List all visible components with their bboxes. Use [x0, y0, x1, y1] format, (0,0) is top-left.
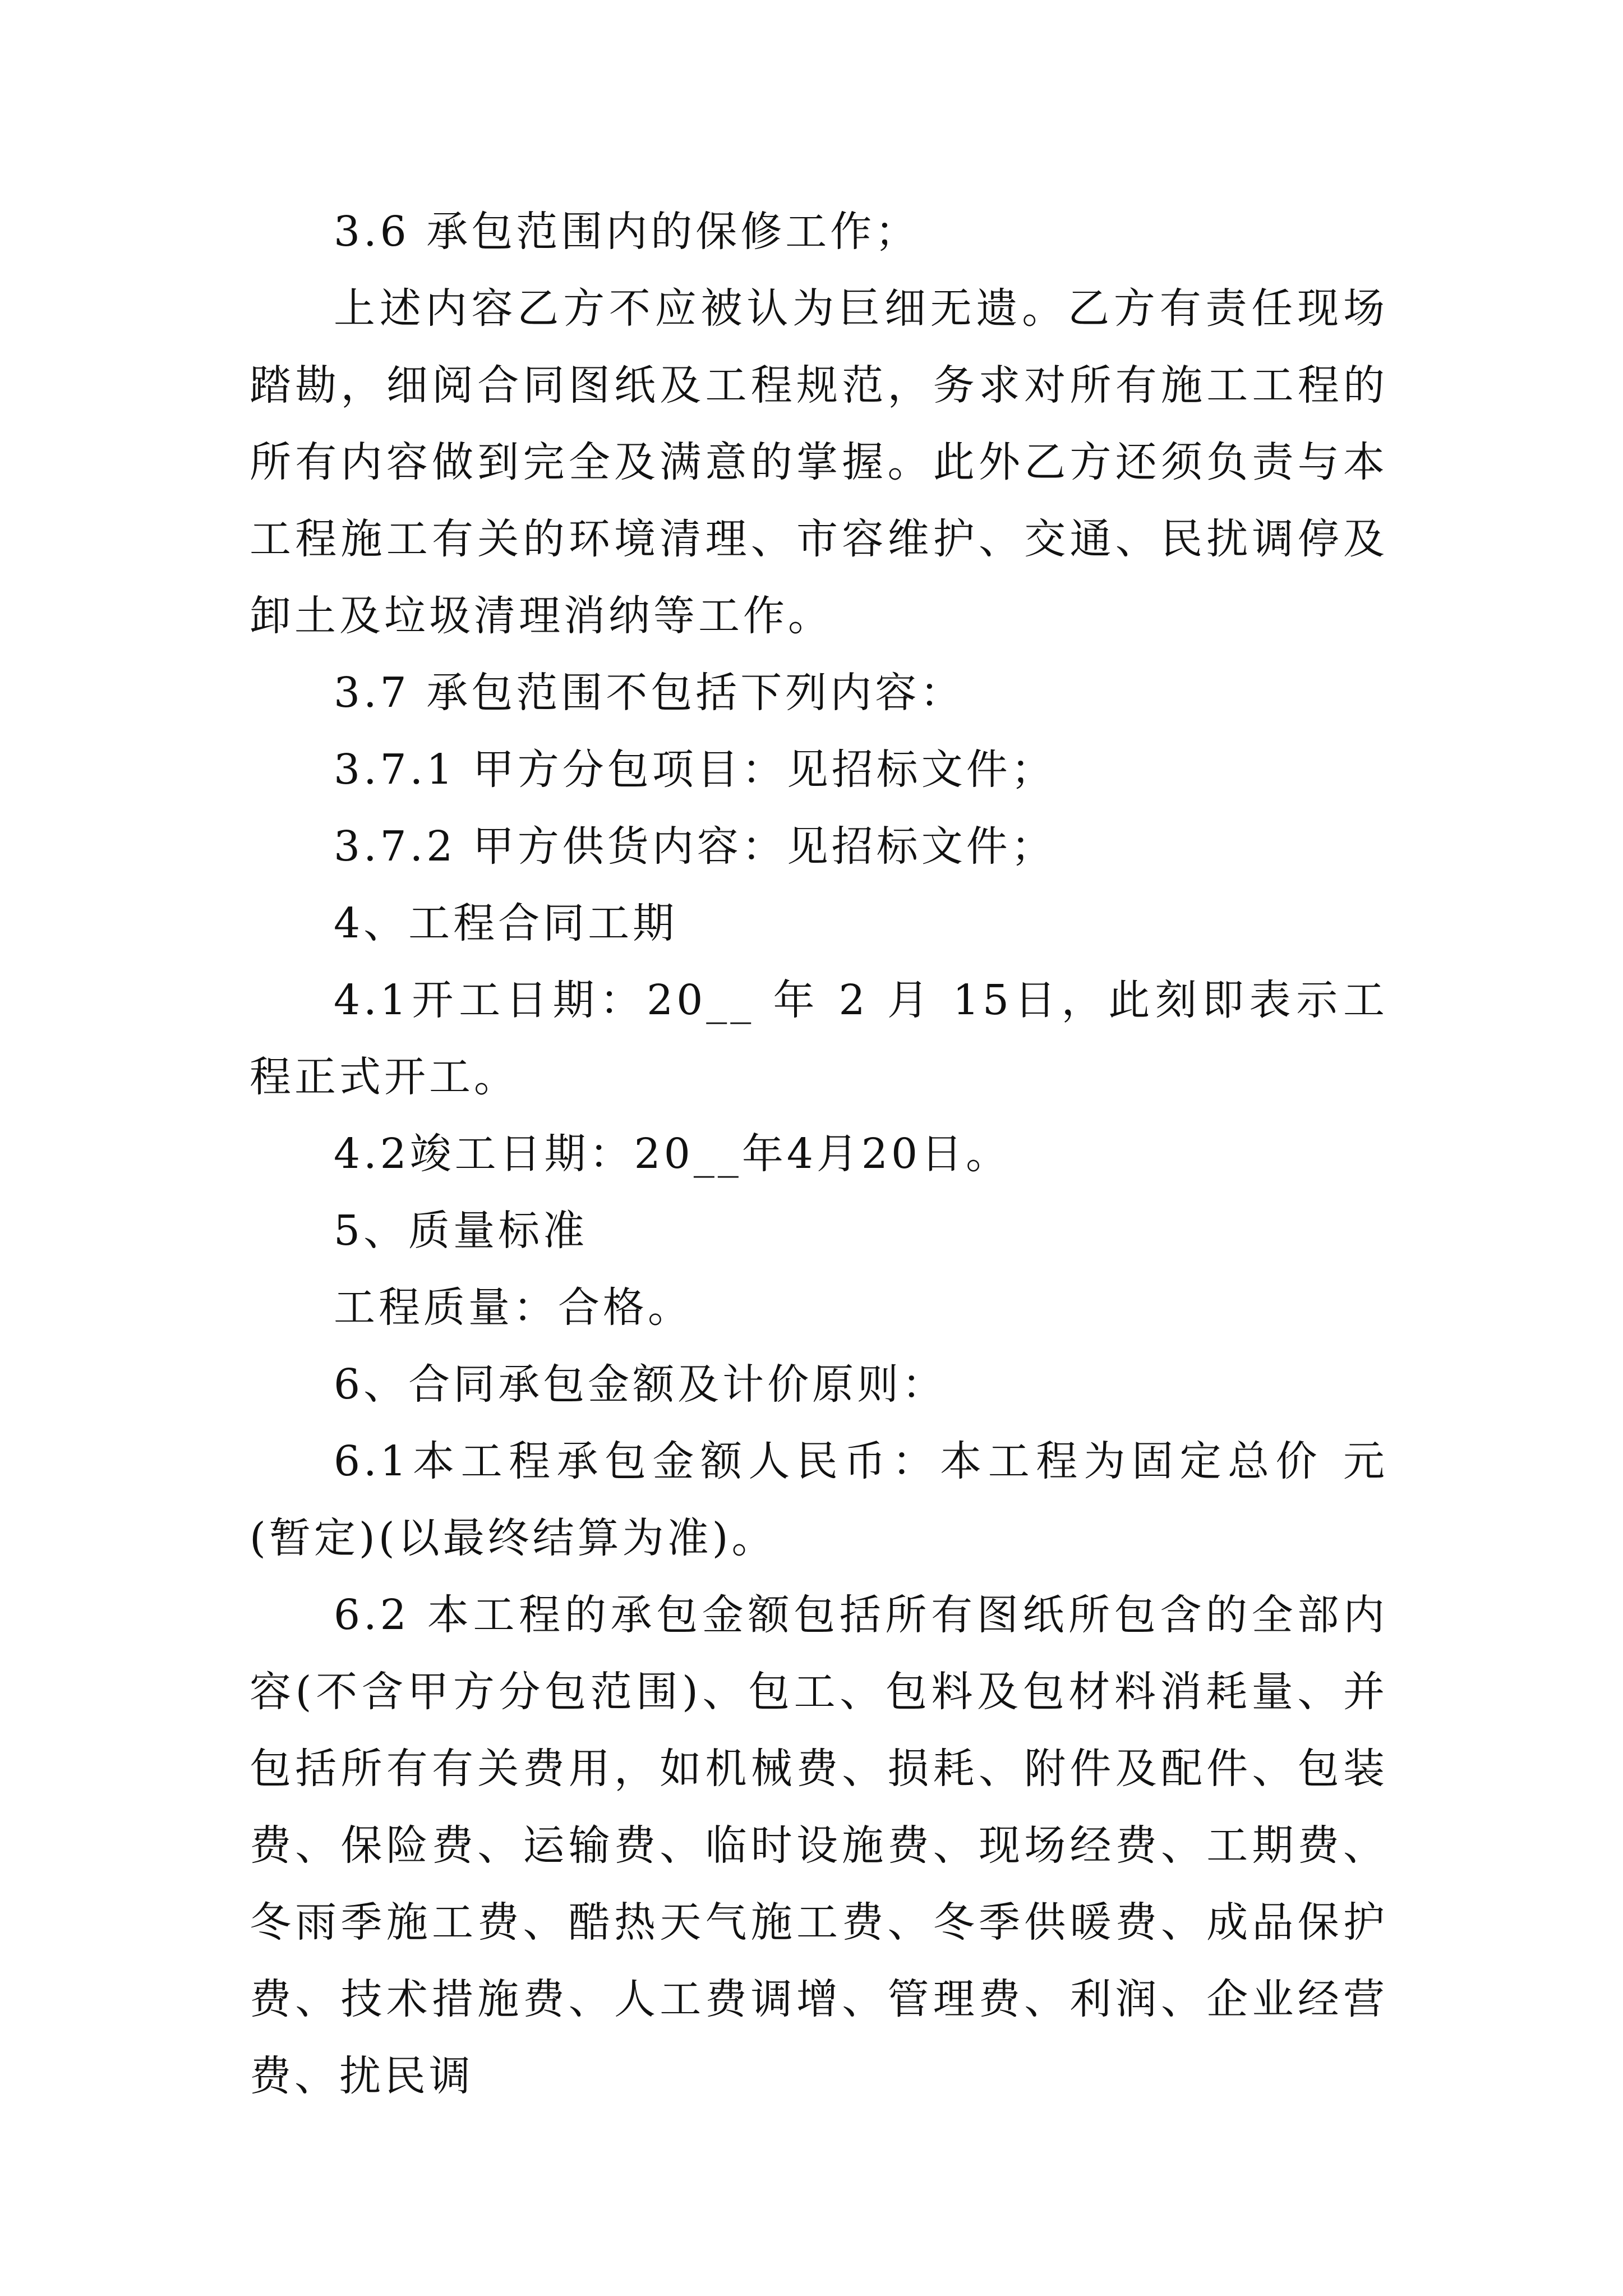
clause-3-6: 3.6 承包范围内的保修工作； — [334, 208, 920, 256]
section-4-heading: 4、工程合同工期 — [334, 899, 678, 947]
clause-6-1: 6.1本工程承包金额人民币：本工程为固定总价 元(暂定)(以最终结算为准)。 — [250, 1437, 1388, 1562]
clause-6-2: 6.2 本工程的承包金额包括所有图纸所包含的全部内容(不含甲方分包范围)、包工、包料及包材料消耗量、并包括所有有关费用，如机械费、损耗、附件及配件、包装费、保险费、运输费、临时设施费、现场经费、工期费、冬雨季施工费、酷热天气施工费、冬季供暖费、成品保护费、技术措施费、人工费调增、管理费、利润、企业经营费、扰民调 — [250, 1591, 1388, 2100]
section-6-heading: 6、合同承包金额及计价原则： — [334, 1360, 947, 1409]
clause-3-7: 3.7 承包范围不包括下列内容： — [334, 669, 965, 717]
scope-note-paragraph: 上述内容乙方不应被认为巨细无遗。乙方有责任现场踏勘，细阅合同图纸及工程规范，务求对所有施工工程的所有内容做到完全及满意的掌握。此外乙方还须负责与本工程施工有关的环境清理、市容维护、交通、民扰调停及卸土及垃圾清理消纳等工作。 — [250, 284, 1388, 640]
clause-3-7-2: 3.7.2 甲方供货内容：见招标文件； — [334, 822, 1056, 871]
section-5-heading: 5、质量标准 — [334, 1207, 588, 1255]
document-page — [250, 194, 1388, 2115]
clause-4-2: 4.2竣工日期：20__年4月20日。 — [334, 1130, 1011, 1178]
clause-3-7-1: 3.7.1 甲方分包项目：见招标文件； — [334, 746, 1056, 794]
clause-4-1: 4.1开工日期：20__ 年 2 月 15日，此刻即表示工程正式开工。 — [250, 976, 1388, 1101]
quality-statement: 工程质量：合格。 — [334, 1283, 693, 1332]
